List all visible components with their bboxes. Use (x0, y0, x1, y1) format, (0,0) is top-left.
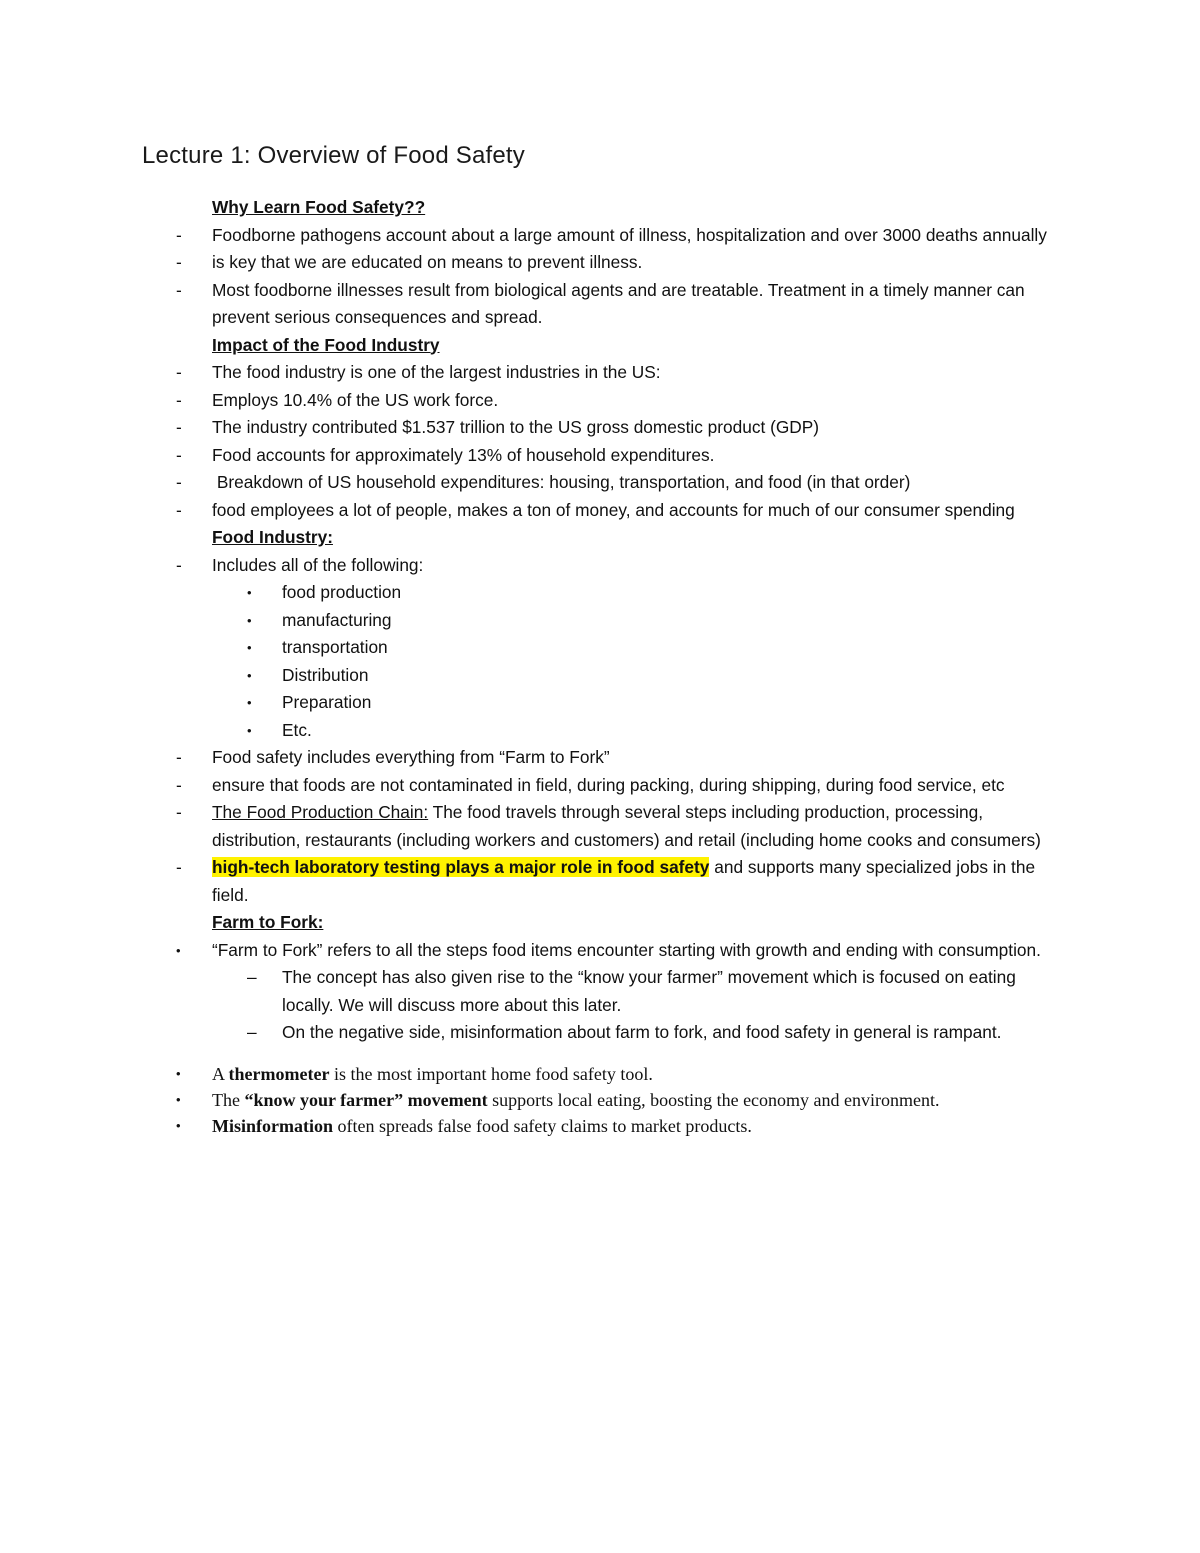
dash-marker: - (176, 774, 182, 795)
dash-marker: - (176, 389, 182, 410)
dash-marker: - (176, 417, 182, 437)
endash-marker: – (247, 1022, 257, 1042)
bullet-marker: • (247, 640, 252, 655)
list-item: • The “know your farmer” movement supports local eating, boosting the economy and environment. (0, 1087, 1200, 1113)
list-item: - high-tech laboratory testing plays a major role in food safety and supports many specialized jobs in the field. (0, 854, 1200, 909)
list-item: - Employs 10.4% of the US work force. (0, 387, 1200, 415)
bullet-marker: • (247, 585, 252, 600)
section-heading-industry: Food Industry: (212, 527, 333, 547)
list-item: – The concept has also given rise to the “know your farmer” movement which is focused on eating locally. We will discuss more about this later. (0, 964, 1200, 1019)
bullet-marker: • (247, 612, 252, 628)
list-item: – On the negative side, misinformation about farm to fork, and food safety in general is rampant. (0, 1019, 1200, 1047)
list-item: - is key that we are educated on means to prevent illness. (0, 249, 1200, 277)
farm-sub-list (0, 964, 1200, 1047)
highlighted-text: high-tech laboratory testing plays a major role in food safety (212, 857, 710, 877)
list-item: - Breakdown of US household expenditures: housing, transportation, and food (in that order) (0, 469, 1200, 497)
list-item: • manufacturing (0, 607, 1200, 635)
section-heading-impact: Impact of the Food Industry (212, 334, 440, 355)
dash-marker: - (176, 224, 182, 245)
bullet-marker: • (247, 722, 252, 738)
list-item: - The Food Production Chain: The food travels through several steps including production, processing, distribution, restaurants (including workers and customers) and retail (including home cooks and consumers) (0, 799, 1200, 854)
list-item: • Etc. (0, 717, 1200, 745)
list-item: • Distribution (0, 662, 1200, 690)
list-item: - Food accounts for approximately 13% of household expenditures. (0, 442, 1200, 470)
dash-marker: - (176, 554, 182, 575)
endash-marker: – (247, 967, 257, 987)
dash-marker: - (176, 802, 182, 822)
list-item: • food production (0, 579, 1200, 607)
section-heading-why: Why Learn Food Safety?? (212, 197, 426, 217)
bullet-marker: • (176, 1117, 181, 1133)
list-item: - Foodborne pathogens account about a large amount of illness, hospitalization and over 3000 deaths annually (0, 222, 1200, 250)
dash-marker: - (176, 362, 182, 382)
dash-marker: - (176, 747, 182, 767)
bullet-marker: • (247, 695, 252, 710)
summary-list (0, 1061, 1200, 1139)
list-item: • “Farm to Fork” refers to all the steps food items encounter starting with growth and ending with consumption. (0, 937, 1200, 965)
list-item: - Most foodborne illnesses result from biological agents and are treatable. Treatment in a timely manner can prevent serious consequences and spread. (0, 277, 1200, 332)
bullet-marker: • (176, 1091, 181, 1107)
dash-marker: - (176, 444, 182, 465)
dash-marker: - (176, 472, 182, 492)
document-body (0, 194, 1200, 1139)
list-item: • Preparation (0, 689, 1200, 717)
bullet-marker: • (176, 942, 181, 958)
list-item: - Food safety includes everything from “Farm to Fork” (0, 744, 1200, 772)
dash-marker: - (176, 279, 182, 300)
list-item: - food employees a lot of people, makes a ton of money, and accounts for much of our consumer spending (0, 497, 1200, 525)
industry-sub-list (0, 579, 1200, 744)
list-item: • A thermometer is the most important home food safety tool. (0, 1061, 1200, 1087)
list-item: • transportation (0, 634, 1200, 662)
dash-marker: - (176, 857, 182, 877)
bullet-marker: • (176, 1065, 181, 1081)
list-item: - The food industry is one of the largest industries in the US: (0, 359, 1200, 387)
list-item: • Misinformation often spreads false food safety claims to market products. (0, 1113, 1200, 1139)
dash-marker: - (176, 499, 182, 520)
list-item: - Includes all of the following: (0, 552, 1200, 580)
page-title: Lecture 1: Overview of Food Safety (142, 142, 525, 169)
list-item: - The industry contributed $1.537 trillion to the US gross domestic product (GDP) (0, 414, 1200, 442)
chain-label: The Food Production Chain: (212, 802, 429, 822)
dash-marker: - (176, 252, 182, 272)
list-item: - ensure that foods are not contaminated in field, during packing, during shipping, during food service, etc (0, 772, 1200, 800)
section-heading-farm: Farm to Fork: (212, 912, 324, 932)
bullet-marker: • (247, 667, 252, 683)
